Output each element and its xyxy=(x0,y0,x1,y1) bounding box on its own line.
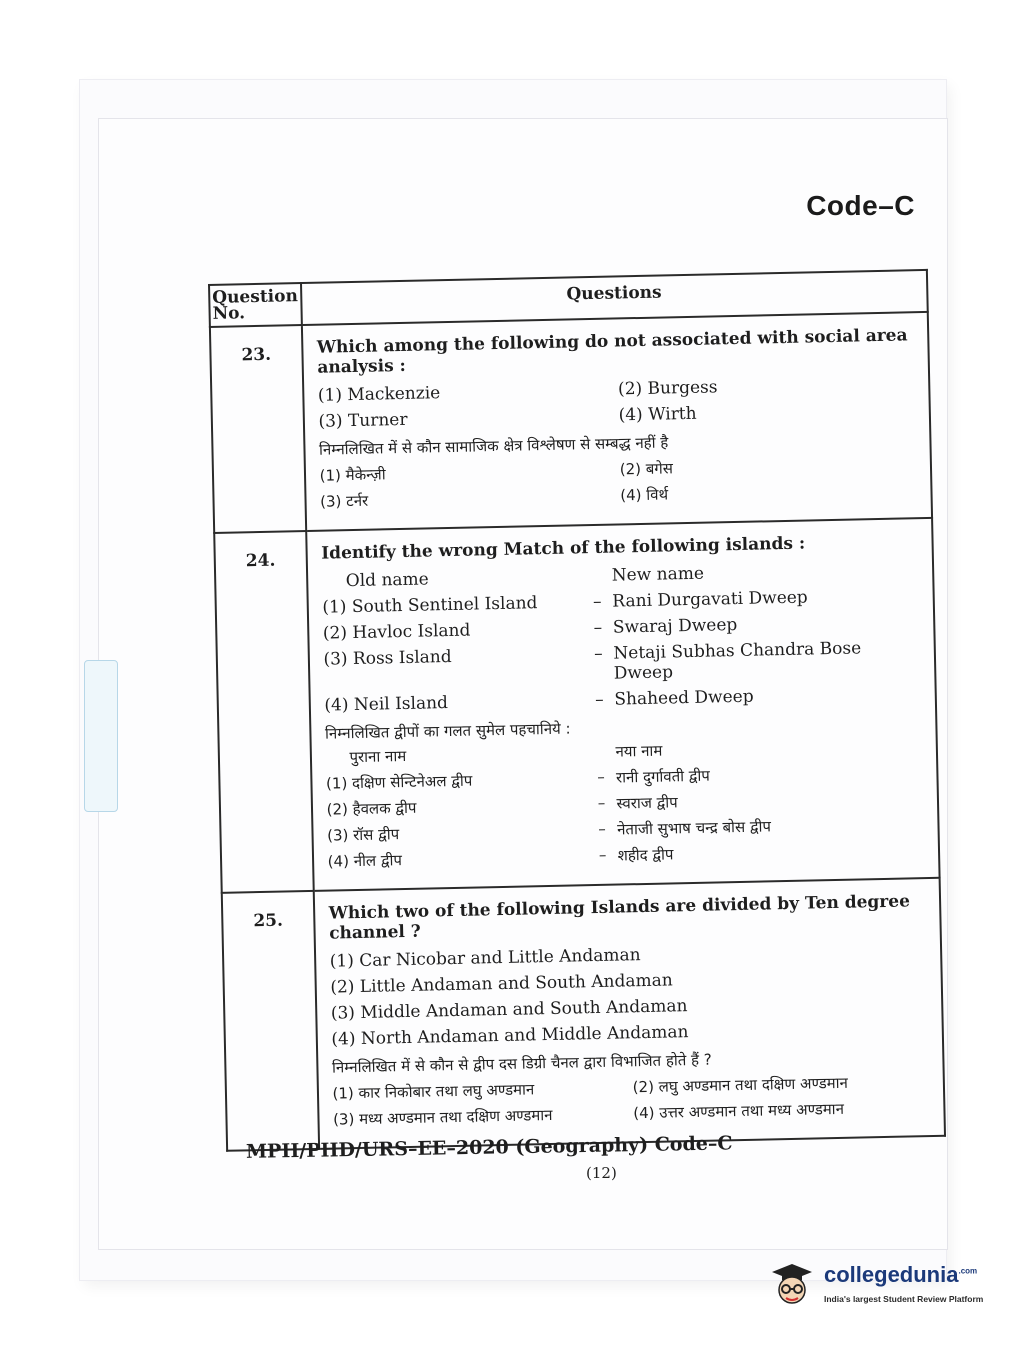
match-old: (1) South Sentinel Island xyxy=(322,593,538,618)
question-row xyxy=(210,312,932,533)
brand-name: collegedunia$^{.com}$ xyxy=(824,1262,978,1287)
question-number: 23. xyxy=(210,325,306,533)
option-hindi: (2) लघु अण्डमान तथा दक्षिण अण्डमान xyxy=(632,1073,849,1097)
match-new: Netaji Subhas Chandra Bose Dweep xyxy=(613,638,862,684)
match-dash: – xyxy=(593,617,603,638)
old-name-header-hindi: पुराना नाम xyxy=(349,746,407,767)
option-hindi: (3) मध्य अण्डमान तथा दक्षिण अण्डमान xyxy=(332,1105,553,1129)
old-name-header: Old name xyxy=(345,569,429,592)
option: (4) Wirth xyxy=(618,403,697,426)
option: (1) Mackenzie xyxy=(317,383,441,406)
option-hindi: (2) बगेस xyxy=(619,459,674,479)
question-text-hindi: निम्नलिखित में से कौन सामाजिक क्षेत्र विश्लेषण से सम्बद्ध नहीं है xyxy=(318,433,669,459)
match-old: (3) Ross Island xyxy=(323,646,452,670)
question-text-hindi: निम्नलिखित में से कौन से द्वीप दस डिग्री चैनल द्वारा विभाजित होते हैं ? xyxy=(331,1050,712,1077)
graduate-mascot-icon xyxy=(766,1258,818,1310)
question-row xyxy=(214,518,939,893)
question-text: Which among the following do not associated with social area analysis : xyxy=(316,325,908,378)
match-old: (2) Havloc Island xyxy=(322,620,471,644)
option-hindi: (4) विर्थ xyxy=(620,485,669,505)
option-hindi: (3) टर्नर xyxy=(319,491,369,511)
match-old-hindi: (3) रॉस द्वीप xyxy=(326,825,400,845)
page-number: (12) xyxy=(586,1164,617,1182)
question-number: 25. xyxy=(222,891,319,1151)
match-new: Shaheed Dweep xyxy=(614,686,754,710)
match-old-hindi: (1) दक्षिण सेन्टिनेअल द्वीप xyxy=(325,771,473,793)
new-name-header: New name xyxy=(611,563,705,586)
match-new-hindi: शहीद द्वीप xyxy=(617,845,674,865)
page-code-label: Code–C xyxy=(806,190,915,221)
question-table xyxy=(208,269,946,1152)
match-dash: – xyxy=(598,819,607,838)
match-dash: – xyxy=(597,793,606,812)
question-text-hindi: निम्नलिखित द्वीपों का गलत सुमेल पहचानिये : xyxy=(324,719,571,743)
new-name-header-hindi: नया नाम xyxy=(615,741,663,761)
match-dash: – xyxy=(592,591,602,613)
match-new: Swaraj Dweep xyxy=(612,614,738,638)
match-old-hindi: (4) नील द्वीप xyxy=(327,851,403,871)
match-new-hindi: नेताजी सुभाष चन्द्र बोस द्वीप xyxy=(616,817,772,839)
match-old: (4) Neil Island xyxy=(324,693,449,716)
option: (2) Little Andaman and South Andaman xyxy=(330,970,673,998)
question-body xyxy=(306,518,940,891)
option: (2) Burgess xyxy=(617,377,718,400)
match-dash: – xyxy=(598,845,607,864)
match-dash: – xyxy=(594,689,604,710)
question-number: 24. xyxy=(214,531,313,893)
collegedunia-logo xyxy=(766,1256,996,1316)
question-row xyxy=(222,878,945,1151)
option-hindi: (4) उत्तर अण्डमान तथा मध्य अण्डमान xyxy=(633,1099,845,1123)
match-dash: – xyxy=(593,643,603,664)
option-hindi: (1) कार निकोबार तथा लघु अण्डमान xyxy=(332,1080,535,1103)
questions-header: Questions xyxy=(301,270,928,325)
question-text: Which two of the following Islands are divided by Ten degree channel ? xyxy=(328,891,911,944)
option: (4) North Andaman and Middle Andaman xyxy=(331,1022,689,1050)
question-body xyxy=(313,878,945,1149)
match-dash: – xyxy=(597,767,605,786)
question-text: Identify the wrong Match of the following islands : xyxy=(321,533,806,564)
option: (3) Middle Andaman and South Andaman xyxy=(330,996,688,1024)
option: (3) Turner xyxy=(318,409,408,432)
match-old-hindi: (2) हैवलक द्वीप xyxy=(326,798,417,819)
option-hindi: (1) मैकेन्ज़ी xyxy=(319,465,386,485)
match-new-hindi: स्वराज द्वीप xyxy=(616,793,678,813)
brand-tagline: India's largest Student Review Platform xyxy=(824,1294,984,1304)
match-new-hindi: रानी दुर्गावती द्वीप xyxy=(615,766,711,787)
option: (1) Car Nicobar and Little Andaman xyxy=(329,945,641,972)
question-body xyxy=(301,312,932,531)
exam-footer: MPH/PHD/URS–EE–2020 (Geography) Code–C xyxy=(245,1132,733,1163)
question-no-header: Question No. xyxy=(209,283,301,327)
match-new: Rani Durgavati Dweep xyxy=(612,587,808,612)
side-tab-sticker xyxy=(84,660,118,812)
